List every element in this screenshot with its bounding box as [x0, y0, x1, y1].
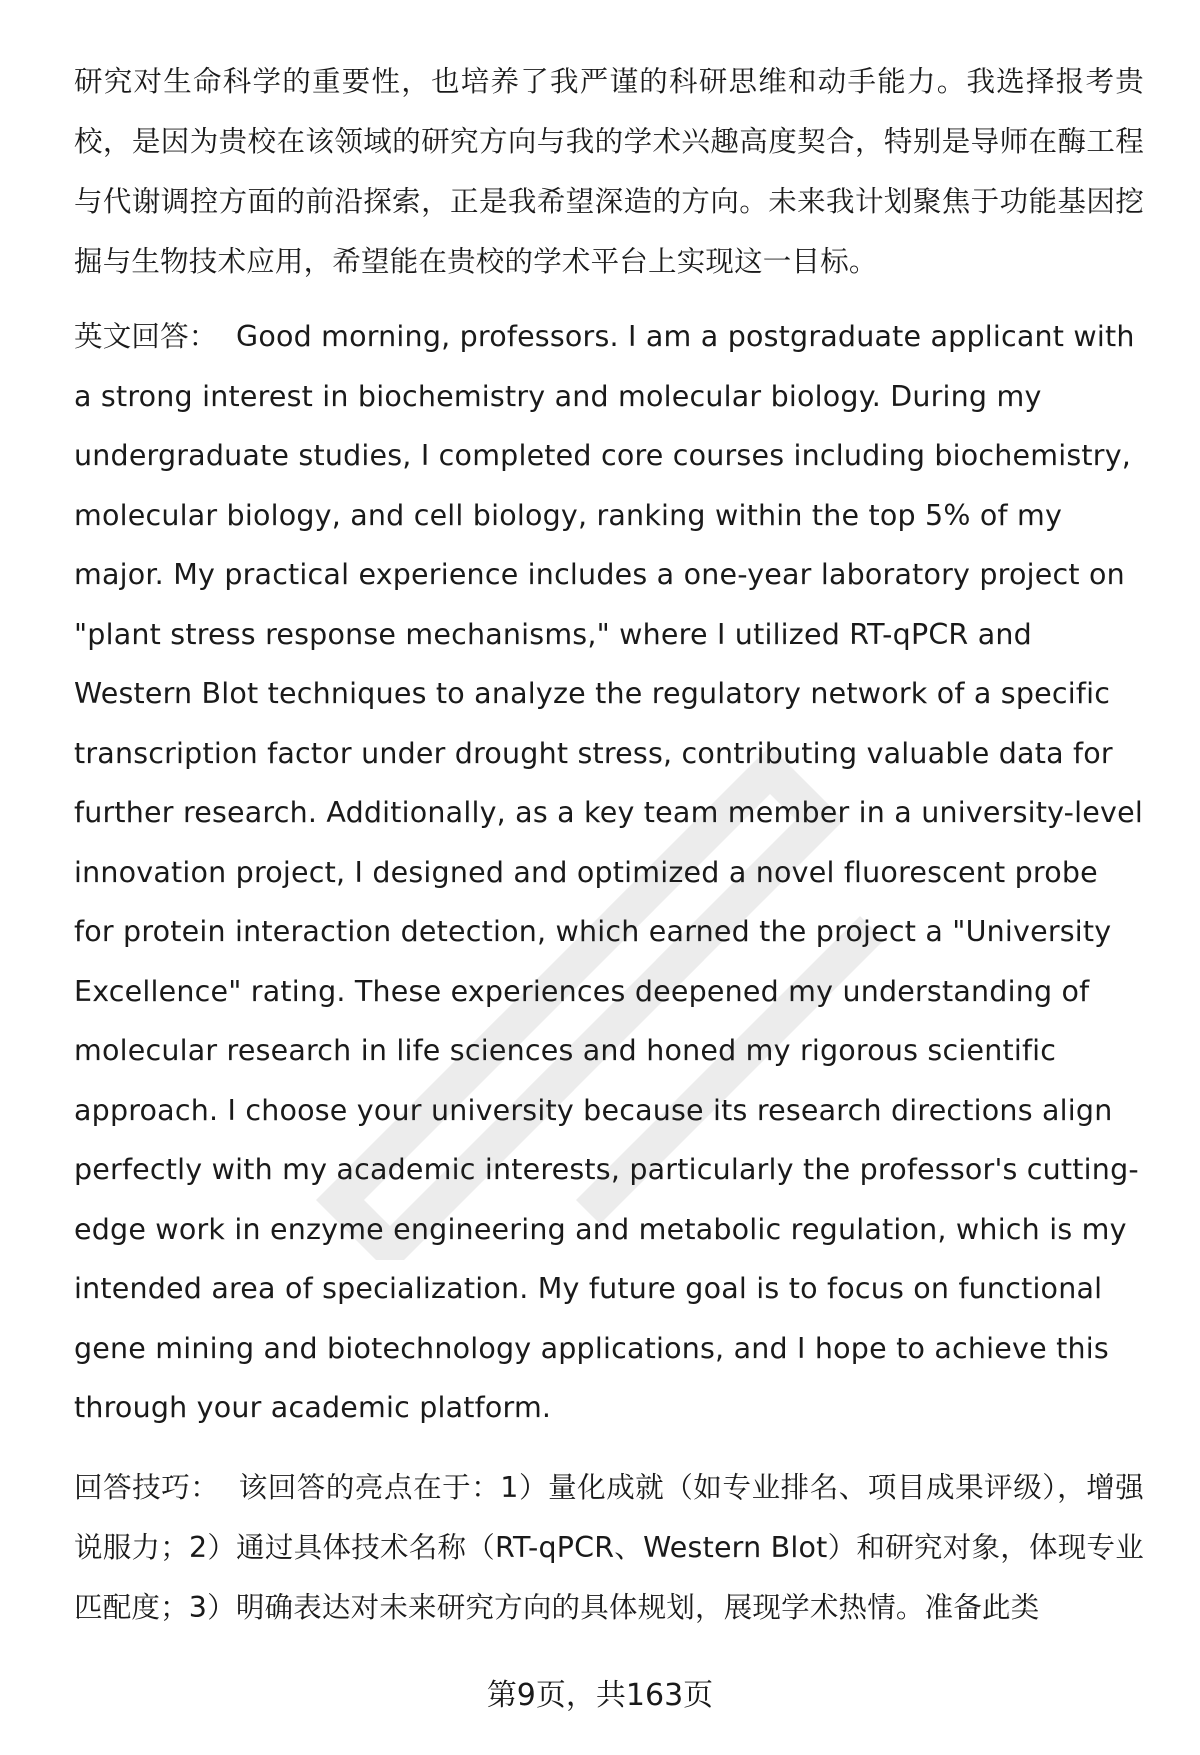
tips-paragraph	[74, 1458, 1144, 1638]
tips-label: 回答技巧：	[74, 1470, 220, 1504]
english-answer-text: Good morning, professors. I am a postgraduate applicant with a strong interest in biochemistry and molecular biology. During my undergraduate studies, I completed core courses including biochemistry, molecular biology, and cell biology, ranking within the top 5% of my major. My practical experience includes a one-year laboratory project on "plant stress response mechanisms," where I utilized RT-qPCR and Western Blot techniques to analyze the regulatory network of a specific transcription factor under drought stress, contributing valuable data for further research. Additionally, as a key team member in a university-level innovation project, I designed and optimized a novel fluorescent probe for protein interaction detection, which earned the project a "University Excellence" rating. These experiences deepened my understanding of molecular research in life sciences and honed my rigorous scientific approach. I choose your university because its research directions align perfectly with my academic interests, particularly the professor's cutting-edge work in enzyme engineering and metabolic regulation, which is my intended area of specialization. My future goal is to focus on functional gene mining and biotechnology applications, and I hope to achieve this through your academic platform.	[74, 320, 1143, 1424]
tips-text: 该回答的亮点在于：1）量化成就（如专业排名、项目成果评级），增强说服力；2）通过具体技术名称（RT-qPCR、Western Blot）和研究对象，体现专业匹配度；3）明确表达对未来研究方向的具体规划，展现学术热情。准备此类	[74, 1470, 1144, 1624]
english-answer-label: 英文回答：	[74, 320, 218, 353]
page-indicator: 第9页，共163页	[486, 1678, 714, 1713]
english-answer-paragraph	[74, 307, 1144, 1438]
intro-paragraph: 研究对生命科学的重要性，也培养了我严谨的科研思维和动手能力。我选择报考贵校，是因为贵校在该领域的研究方向与我的学术兴趣高度契合，特别是导师在酶工程与代谢调控方面的前沿探索，正是我希望深造的方向。未来我计划聚焦于功能基因挖掘与生物技术应用，希望能在贵校的学术平台上实现这一目标。	[74, 65, 1144, 278]
document-page	[74, 52, 1144, 1702]
